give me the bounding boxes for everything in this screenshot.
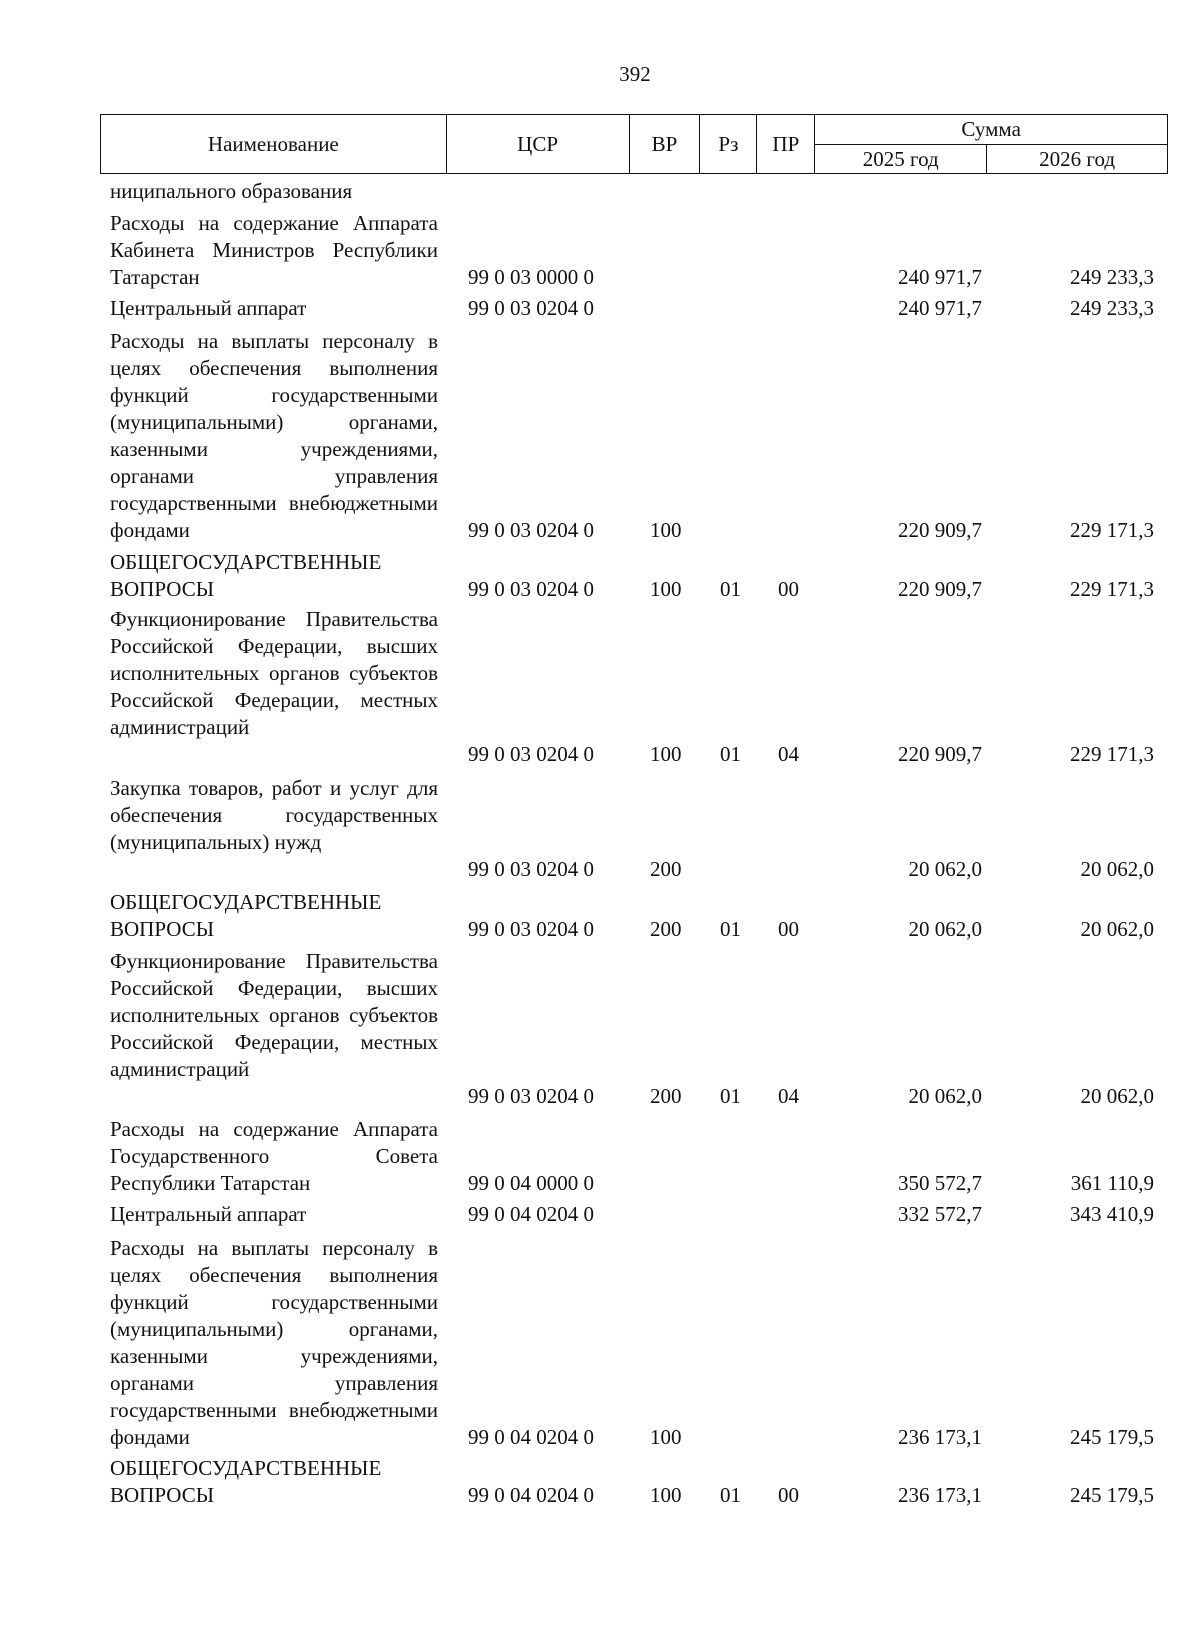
row-name: Центральный аппарат [110, 1202, 307, 1226]
row-rz: 01 [720, 1084, 741, 1108]
table-row [0, 1201, 1200, 1228]
row-sum-2026: 245 179,5 [1070, 1425, 1154, 1449]
row-vr: 200 [650, 857, 682, 881]
row-vr: 100 [650, 742, 682, 766]
row-name: ОБЩЕГОСУДАРСТВЕННЫЕ ВОПРОСЫ [110, 1456, 382, 1507]
table-row [0, 295, 1200, 322]
row-vr: 200 [650, 1084, 682, 1108]
row-sum-2025: 350 572,7 [898, 1171, 982, 1195]
row-name: Расходы на выплаты персоналу в целях обеспечения выполнения функций государственными (муниципальными) органами, казенными учреждениями, органами управления государственными внебюджетными фондами [110, 1236, 438, 1449]
row-name: ОБЩЕГОСУДАРСТВЕННЫЕ ВОПРОСЫ [110, 550, 382, 601]
row-sum-2026: 229 171,3 [1070, 577, 1154, 601]
table-row [0, 328, 1200, 544]
row-rz: 01 [720, 577, 741, 601]
header-year-2026: 2026 год [987, 144, 1168, 174]
row-pr: 00 [778, 577, 799, 601]
row-csr: 99 0 04 0204 0 [468, 1202, 594, 1226]
row-sum-2026: 229 171,3 [1070, 518, 1154, 542]
row-name: Центральный аппарат [110, 296, 307, 320]
row-sum-2026: 361 110,9 [1070, 1171, 1154, 1195]
row-name: Расходы на выплаты персоналу в целях обеспечения выполнения функций государственными (муниципальными) органами, казенными учреждениями, органами управления государственными внебюджетными фондами [110, 329, 438, 542]
header-vr: ВР [629, 115, 700, 174]
row-csr: 99 0 04 0204 0 [468, 1425, 594, 1449]
row-sum-2025: 220 909,7 [898, 742, 982, 766]
row-name: Расходы на содержание Аппарата Кабинета Министров Республики Татарстан [110, 211, 438, 289]
row-csr: 99 0 04 0000 0 [468, 1171, 594, 1195]
row-name: Функционирование Правительства Российской Федерации, высших исполнительных органов субъектов Российской Федерации, местных администраций [110, 949, 438, 1081]
row-pr: 04 [778, 1084, 799, 1108]
table-row [0, 1116, 1200, 1197]
row-sum-2025: 236 173,1 [898, 1425, 982, 1449]
row-sum-2025: 236 173,1 [898, 1483, 982, 1507]
row-rz: 01 [720, 1483, 741, 1507]
row-sum-2025: 240 971,7 [898, 296, 982, 320]
page-number: 392 [619, 62, 651, 86]
row-rz: 01 [720, 742, 741, 766]
table-row [0, 549, 1200, 603]
row-pr: 04 [778, 742, 799, 766]
row-rz: 01 [720, 917, 741, 941]
row-sum-2025: 240 971,7 [898, 265, 982, 289]
header-sum: Сумма [815, 115, 1168, 145]
row-csr: 99 0 03 0204 0 [468, 577, 594, 601]
row-name: Расходы на содержание Аппарата Государственного Совета Республики Татарстан [110, 1117, 438, 1195]
row-sum-2025: 20 062,0 [908, 1084, 982, 1108]
row-sum-2026: 343 410,9 [1070, 1202, 1154, 1226]
row-sum-2026: 249 233,3 [1070, 296, 1154, 320]
row-csr: 99 0 03 0204 0 [468, 518, 594, 542]
row-vr: 100 [650, 1425, 682, 1449]
row-vr: 100 [650, 577, 682, 601]
row-csr: 99 0 03 0204 0 [468, 857, 594, 881]
table-row [0, 1235, 1200, 1451]
row-csr: 99 0 03 0204 0 [468, 917, 594, 941]
header-year-2025: 2025 год [815, 144, 987, 174]
table-row [0, 606, 1200, 768]
row-csr: 99 0 03 0204 0 [468, 296, 594, 320]
table-row [0, 948, 1200, 1110]
row-name: Функционирование Правительства Российской Федерации, высших исполнительных органов субъектов Российской Федерации, местных администраций [110, 607, 438, 739]
row-sum-2025: 220 909,7 [898, 577, 982, 601]
row-sum-2026: 20 062,0 [1080, 857, 1154, 881]
row-csr: 99 0 03 0204 0 [468, 1084, 594, 1108]
row-csr: 99 0 03 0204 0 [468, 742, 594, 766]
header-rz: Рз [700, 115, 757, 174]
table-row [0, 889, 1200, 943]
row-name: ниципального образования [110, 179, 353, 203]
header-pr: ПР [757, 115, 815, 174]
row-sum-2026: 245 179,5 [1070, 1483, 1154, 1507]
row-vr: 100 [650, 518, 682, 542]
row-sum-2026: 229 171,3 [1070, 742, 1154, 766]
row-sum-2025: 220 909,7 [898, 518, 982, 542]
row-sum-2026: 249 233,3 [1070, 265, 1154, 289]
table-row [0, 1455, 1200, 1509]
row-sum-2025: 20 062,0 [908, 857, 982, 881]
row-sum-2025: 332 572,7 [898, 1202, 982, 1226]
row-sum-2026: 20 062,0 [1080, 917, 1154, 941]
table-row [0, 178, 1200, 205]
row-name: Закупка товаров, работ и услуг для обеспечения государственных (муниципальных) нужд [110, 776, 438, 854]
row-vr: 200 [650, 917, 682, 941]
row-csr: 99 0 04 0204 0 [468, 1483, 594, 1507]
row-csr: 99 0 03 0000 0 [468, 265, 594, 289]
row-sum-2026: 20 062,0 [1080, 1084, 1154, 1108]
table-row [0, 210, 1200, 291]
row-pr: 00 [778, 917, 799, 941]
table-header [100, 114, 1168, 174]
row-pr: 00 [778, 1483, 799, 1507]
row-sum-2025: 20 062,0 [908, 917, 982, 941]
row-vr: 100 [650, 1483, 682, 1507]
row-name: ОБЩЕГОСУДАРСТВЕННЫЕ ВОПРОСЫ [110, 890, 382, 941]
table-row [0, 775, 1200, 883]
header-name: Наименование [101, 115, 447, 174]
header-csr: ЦСР [446, 115, 629, 174]
